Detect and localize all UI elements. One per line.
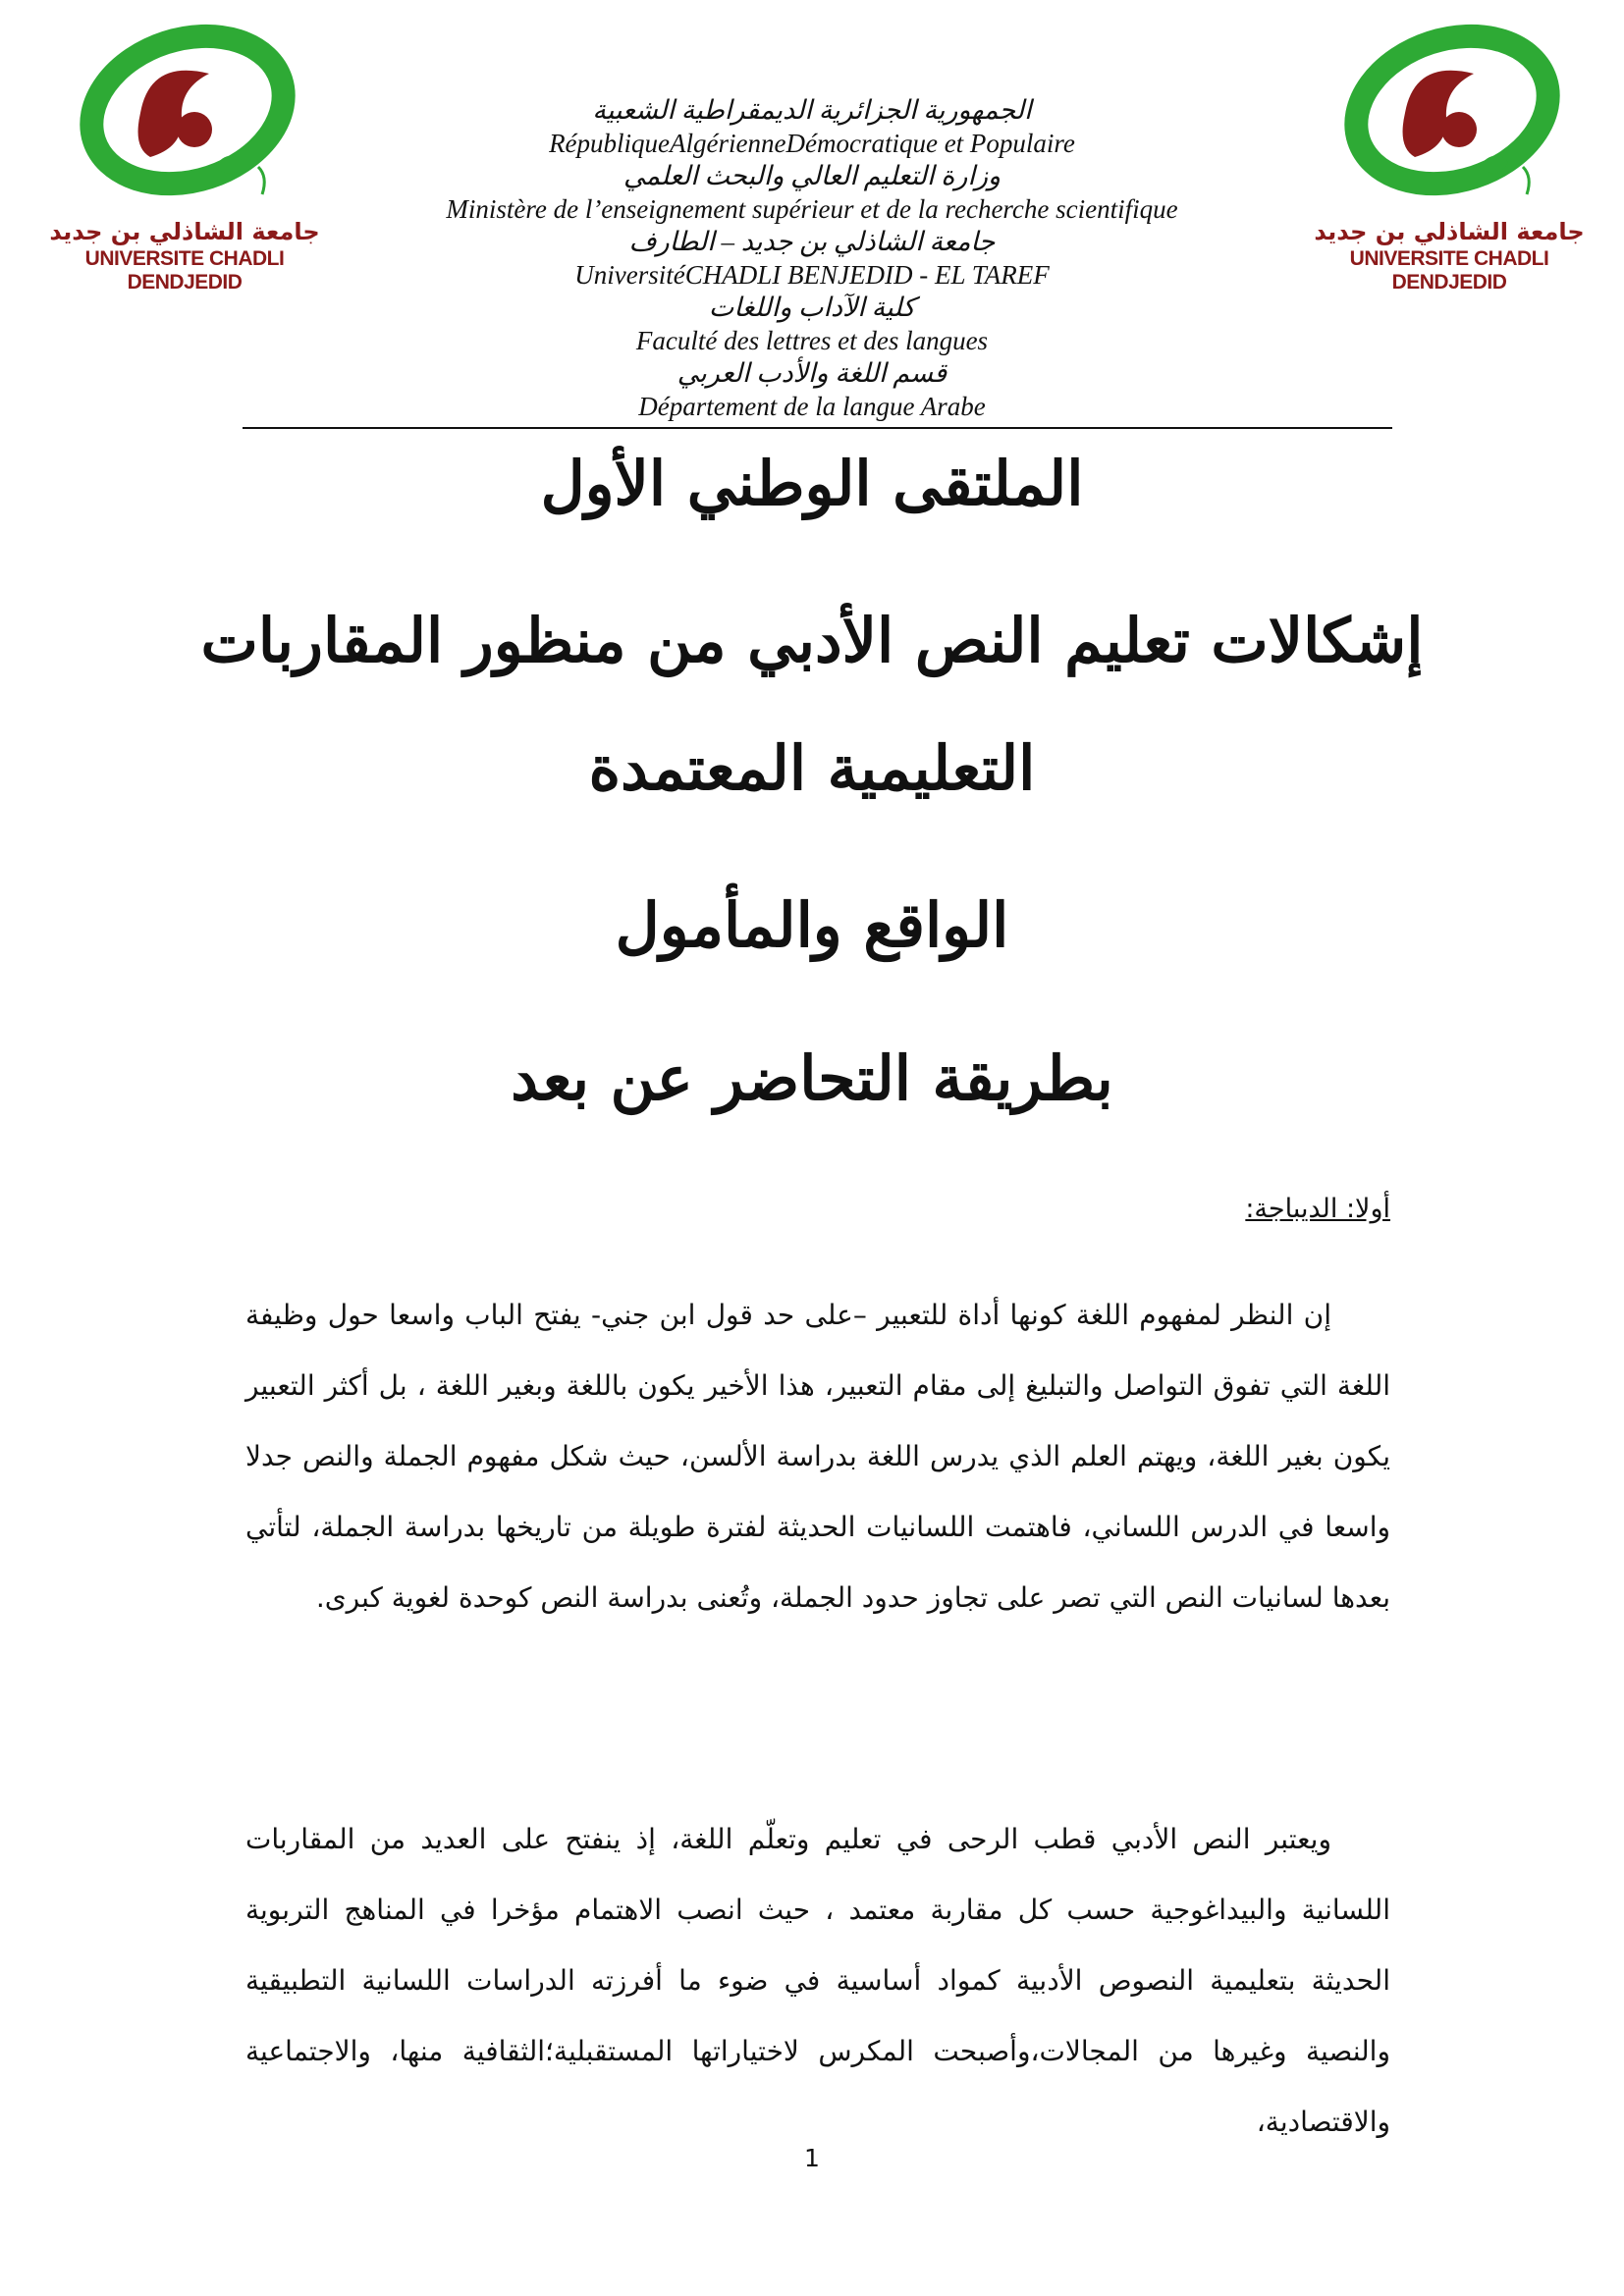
- conference-theme-line-1: إشكالات تعليم النص الأدبي من منظور المقاربات: [200, 605, 1424, 676]
- university-emblem-icon: [1336, 20, 1562, 216]
- university-latin-name: UNIVERSITE CHADLI DENDJEDID: [1349, 247, 1549, 294]
- header-line-republic-ar: الجمهورية الجزائرية الديمقراطية الشعبية: [592, 95, 1032, 125]
- university-logo-left: [27, 20, 342, 294]
- conference-format: بطريقة التحاضر عن بعد: [511, 1042, 1113, 1114]
- university-arabic-name: جامعة الشاذلي بن جديد: [49, 218, 320, 245]
- institution-header: [324, 94, 1300, 423]
- conference-title: الملتقى الوطني الأول: [540, 448, 1084, 519]
- header-line-republic-fr: RépubliqueAlgérienneDémocratique et Populaire: [549, 128, 1075, 158]
- header-line-university-ar: جامعة الشاذلي بن جديد – الطارف: [628, 227, 996, 256]
- section-heading-preamble: أولا: الديباجة:: [1245, 1194, 1390, 1224]
- header-line-faculty-fr: Faculté des lettres et des langues: [635, 325, 989, 355]
- conference-subtitle: الواقع والمأمول: [615, 889, 1009, 961]
- header-line-ministry-fr: Ministère de l’enseignement supérieur et de la recherche scientifique: [446, 193, 1178, 224]
- page-number: 1: [804, 2144, 820, 2172]
- conference-theme-line-2: التعليمية المعتمدة: [588, 732, 1036, 804]
- paragraph-text: إن النظر لمفهوم اللغة كونها أداة للتعبير –على حد قول ابن جني- يفتح الباب واسعا حول وظيفة اللغة التي تفوق التواصل والتبليغ إلى مقام التعبير، هذا الأخير يكون باللغة وبغير اللغة ، بل أكثر التعبير يكون بغير اللغة، ويهتم العلم الذي يدرس اللغة بدراسة الألسن، حيث شكل مفهوم الجملة والنص جدلا واسعا في الدرس اللساني، فاهتمت اللسانيات الحديثة لفترة طويلة من تاريخها بدراسة الجملة، لتأتي بعدها لسانيات النص التي تصر على تجاوز حدود الجملة، وتُعنى بدراسة النص كوحدة لغوية كبرى.: [245, 1299, 1390, 1614]
- header-divider: [243, 427, 1392, 429]
- header-line-department-fr: Département de la langue Arabe: [638, 391, 986, 421]
- university-latin-name: UNIVERSITE CHADLI DENDJEDID: [84, 247, 285, 294]
- header-line-university-fr: UniversitéCHADLI BENJEDID - EL TAREF: [574, 259, 1050, 290]
- preamble-paragraph-2: [245, 1804, 1390, 2158]
- preamble-paragraph-1: [245, 1280, 1390, 1633]
- header-line-department-ar: قسم اللغة والأدب العربي: [677, 358, 947, 388]
- university-emblem-icon: [72, 20, 298, 216]
- header-line-faculty-ar: كلية الآداب واللغات: [708, 293, 916, 322]
- university-arabic-name: جامعة الشاذلي بن جديد: [1314, 218, 1585, 245]
- header-line-ministry-ar: وزارة التعليم العالي والبحث العلمي: [623, 161, 1001, 190]
- paragraph-text: ويعتبر النص الأدبي قطب الرحى في تعليم وتعلّم اللغة، إذ ينفتح على العديد من المقاربات اللسانية والبيداغوجية حسب كل مقاربة معتمد ، حيث انصب الاهتمام مؤخرا في المناهج التربوية الحديثة بتعليمية النصوص الأدبية كمواد أساسية في ضوء ما أفرزته الدراسات اللسانية التطبيقية والنصية وغيرها من المجالات،وأصبحت المكرس لاختياراتها المستقبلية؛الثقافية منها، والاجتماعية والاقتصادية،: [245, 1823, 1390, 2138]
- university-logo-right: [1292, 20, 1606, 294]
